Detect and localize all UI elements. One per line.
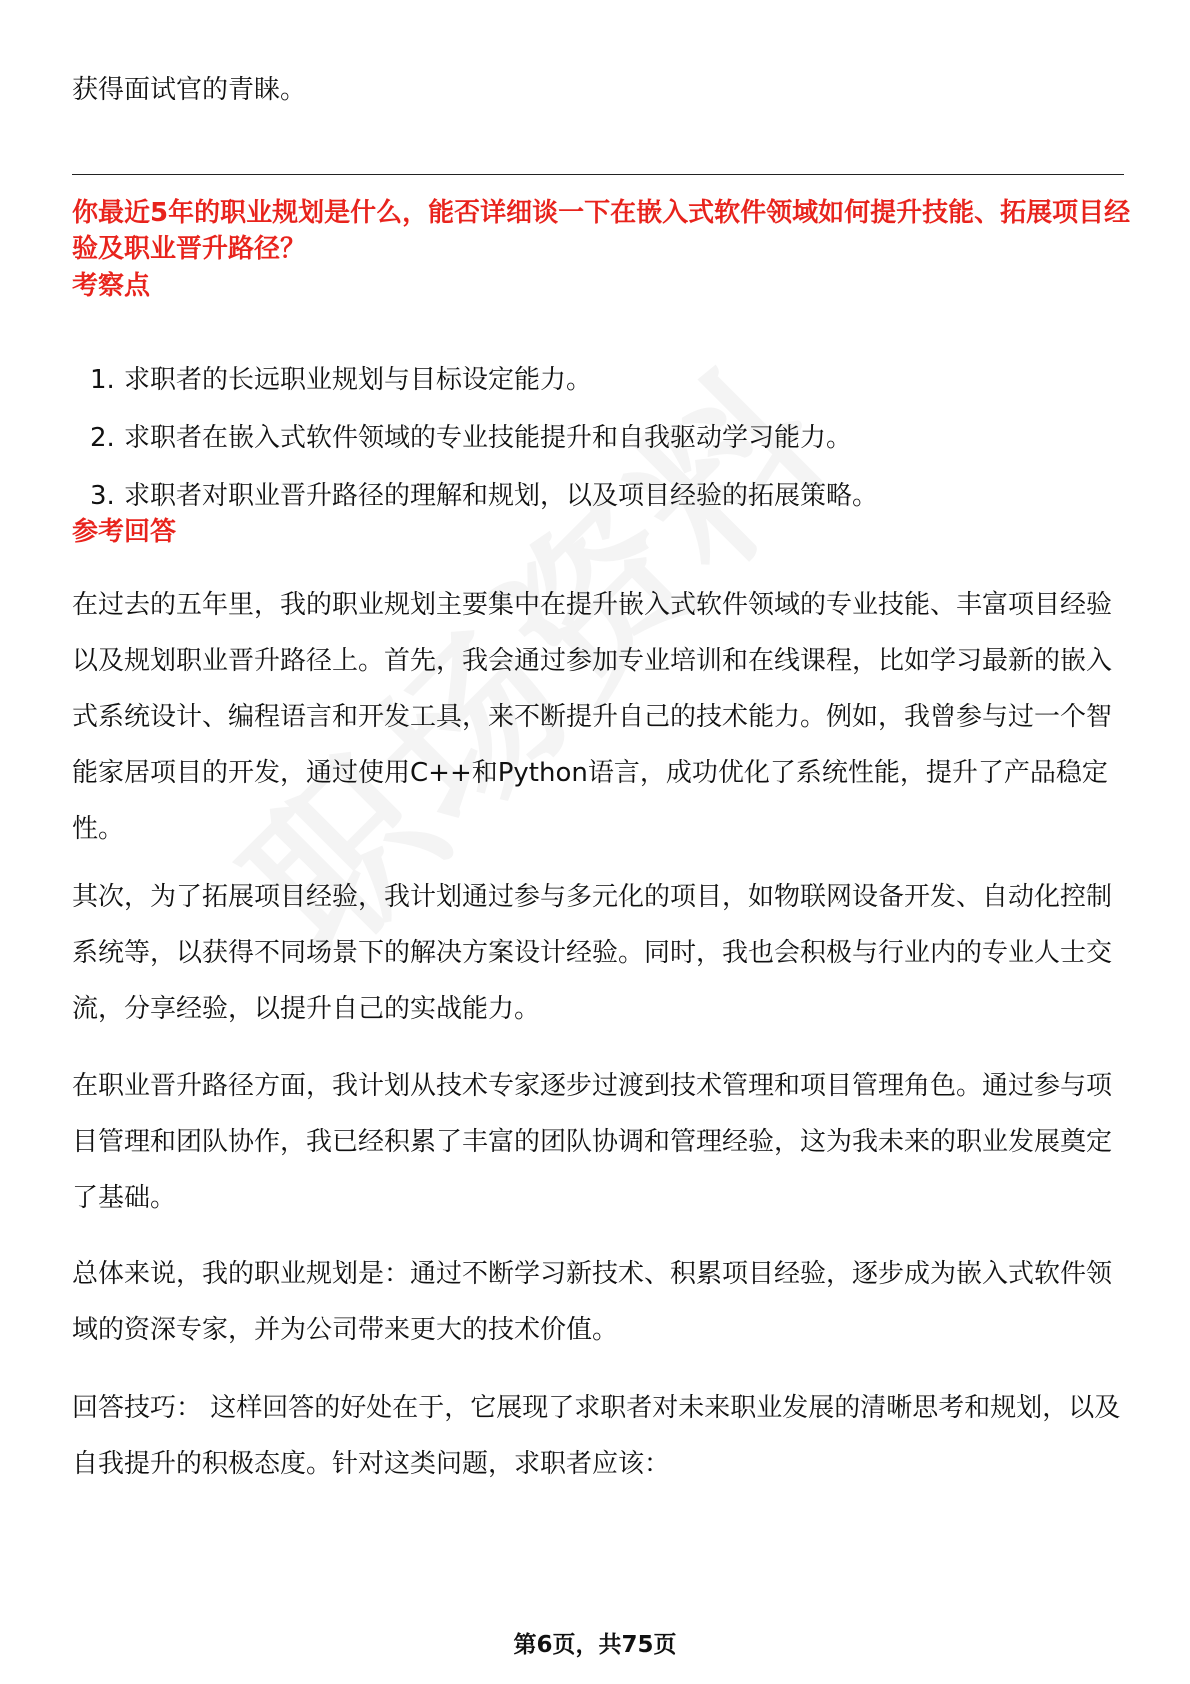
answer-title: 参考回答 [72, 517, 177, 547]
list-item-number: 2. [90, 423, 115, 453]
list-item-text: 求职者对职业晋升路径的理解和规划，以及项目经验的拓展策略。 [124, 481, 879, 511]
lead-text: 获得面试官的青睐。 [72, 75, 307, 105]
question-heading: 你最近5年的职业规划是什么，能否详细谈一下在嵌入式软件领域如何提升技能、拓展项目经验及职业晋升路径？ [72, 198, 1131, 264]
list-item-number: 3. [90, 481, 115, 511]
points-list [72, 362, 878, 536]
list-item [72, 362, 878, 420]
points-title: 考察点 [72, 271, 151, 301]
answer-paragraph: 总体来说，我的职业规划是：通过不断学习新技术、积累项目经验，逐步成为嵌入式软件领域的资深专家，并为公司带来更大的技术价值。 [72, 1259, 1113, 1345]
answer-paragraph: 在过去的五年里，我的职业规划主要集中在提升嵌入式软件领域的专业技能、丰富项目经验以及规划职业晋升路径上。首先，我会通过参加专业培训和在线课程，比如学习最新的嵌入式系统设计、编程语言和开发工具，来不断提升自己的技术能力。例如，我曾参与过一个智能家居项目的开发，通过使用C++和Python语言，成功优化了系统性能，提升了产品稳定性。 [72, 590, 1113, 844]
list-item-text: 求职者在嵌入式软件领域的专业技能提升和自我驱动学习能力。 [124, 423, 853, 453]
answer-paragraph: 在职业晋升路径方面，我计划从技术专家逐步过渡到技术管理和项目管理角色。通过参与项目管理和团队协作，我已经积累了丰富的团队协调和管理经验，这为我未来的职业发展奠定了基础。 [72, 1071, 1113, 1213]
list-item-number: 1. [90, 365, 115, 395]
list-item [72, 478, 878, 536]
list-item [72, 420, 878, 478]
section-divider [72, 174, 1124, 175]
answer-paragraph: 其次，为了拓展项目经验，我计划通过参与多元化的项目，如物联网设备开发、自动化控制系统等，以获得不同场景下的解决方案设计经验。同时，我也会积极与行业内的专业人士交流，分享经验，以提升自己的实战能力。 [72, 882, 1113, 1024]
list-item-text: 求职者的长远职业规划与目标设定能力。 [124, 365, 593, 395]
page-number: 第6页，共75页 [513, 1632, 677, 1658]
tips-paragraph: 回答技巧： 这样回答的好处在于，它展现了求职者对未来职业发展的清晰思考和规划，以及自我提升的积极态度。针对这类问题，求职者应该： [72, 1393, 1121, 1479]
